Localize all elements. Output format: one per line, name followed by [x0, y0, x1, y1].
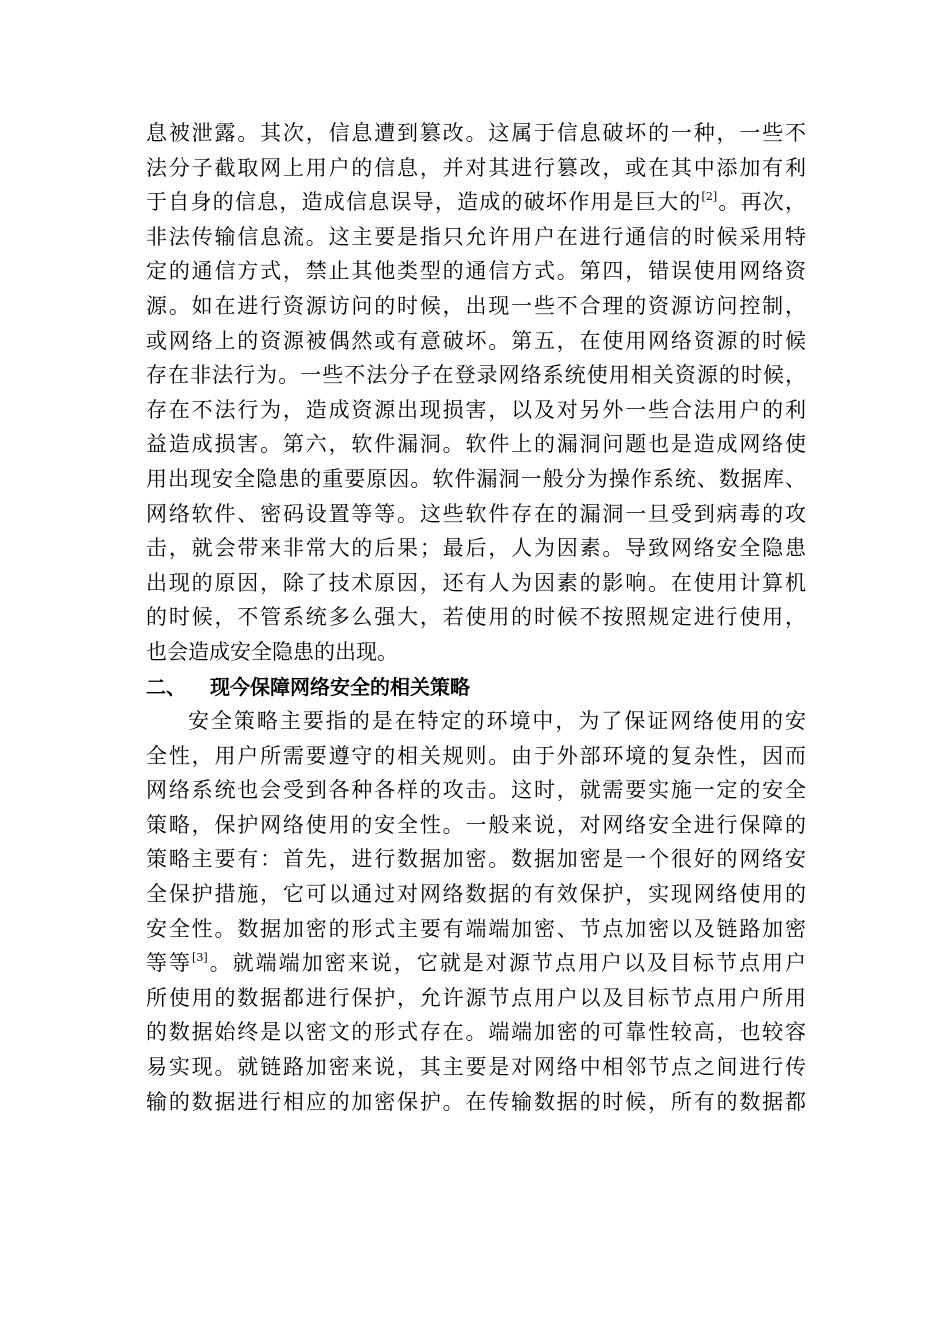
text-line: 安全性。数据加密的形式主要有端端加密、节点加密以及链路加密 — [146, 916, 806, 941]
text-line: 安全策略主要指的是在特定的环境中，为了保证网络使用的安 — [188, 709, 806, 734]
section-title: 现今保障网络安全的相关策略 — [210, 674, 470, 699]
text-line: 出现的原因，除了技术原因，还有人为因素的影响。在使用计算机 — [146, 570, 806, 595]
text-segment: 于自身的信息，造成信息误导，造成的破坏作用是巨大的 — [146, 190, 702, 215]
text-line: 益造成损害。第六，软件漏洞。软件上的漏洞问题也是造成网络使 — [146, 432, 806, 457]
section-heading — [146, 670, 806, 705]
text-line: 全保护措施，它可以通过对网络数据的有效保护，实现网络使用的 — [146, 882, 806, 907]
text-line: 易实现。就链路加密来说，其主要是对网络中相邻节点之间进行传 — [146, 1055, 806, 1080]
text-line: 击，就会带来非常大的后果；最后，人为因素。导致网络安全隐患 — [146, 536, 806, 561]
text-line: 也会造成安全隐患的出现。 — [146, 639, 398, 664]
section-number: 二、 — [146, 674, 186, 699]
text-line: 或网络上的资源被偶然或有意破坏。第五，在使用网络资源的时候 — [146, 328, 806, 353]
text-line: 定的通信方式，禁止其他类型的通信方式。第四，错误使用网络资 — [146, 259, 806, 284]
text-line: 的数据始终是以密文的形式存在。端端加密的可靠性较高，也较容 — [146, 1020, 806, 1045]
text-line: 用出现安全隐患的重要原因。软件漏洞一般分为操作系统、数据库、 — [146, 466, 806, 491]
text-line: 输的数据进行相应的加密保护。在传输数据的时候，所有的数据都 — [146, 1089, 806, 1114]
text-line — [146, 185, 806, 220]
text-segment: 。再次， — [717, 190, 807, 215]
citation-ref-2: [2] — [701, 190, 718, 204]
text-line: 全性，用户所需要遵守的相关规则。由于外部环境的复杂性，因而 — [146, 743, 806, 768]
text-line: 非法传输信息流。这主要是指只允许用户在进行通信的时候采用特 — [146, 224, 806, 249]
text-line: 法分子截取网上用户的信息，并对其进行篡改，或在其中添加有利 — [146, 155, 806, 180]
text-line: 源。如在进行资源访问的时候，出现一些不合理的资源访问控制， — [146, 293, 806, 318]
text-line: 策略，保护网络使用的安全性。一般来说，对网络安全进行保障的 — [146, 812, 806, 837]
paragraph-1 — [146, 116, 806, 670]
text-line: 息被泄露。其次，信息遭到篡改。这属于信息破坏的一种，一些不 — [146, 121, 806, 145]
text-line: 策略主要有：首先，进行数据加密。数据加密是一个很好的网络安 — [146, 847, 806, 872]
text-line: 所使用的数据都进行保护，允许源节点用户以及目标节点用户所用 — [146, 985, 806, 1010]
text-line: 网络系统也会受到各种各样的攻击。这时，就需要实施一定的安全 — [146, 778, 806, 803]
citation-ref-3: [3] — [192, 951, 208, 965]
text-line: 存在非法行为。一些不法分子在登录网络系统使用相关资源的时候， — [146, 363, 806, 388]
text-line: 存在不法行为，造成资源出现损害，以及对另外一些合法用户的利 — [146, 397, 806, 422]
text-segment: 等等 — [146, 951, 193, 976]
text-line — [146, 946, 806, 981]
body-text — [146, 116, 806, 1119]
paragraph-2 — [146, 704, 806, 1119]
text-line: 网络软件、密码设置等等。这些软件存在的漏洞一旦受到病毒的攻 — [146, 501, 806, 526]
text-line: 的时候，不管系统多么强大，若使用的时候不按照规定进行使用， — [146, 605, 806, 630]
text-segment: 。就端端加密来说，它就是对源节点用户以及目标节点用户 — [207, 951, 806, 976]
